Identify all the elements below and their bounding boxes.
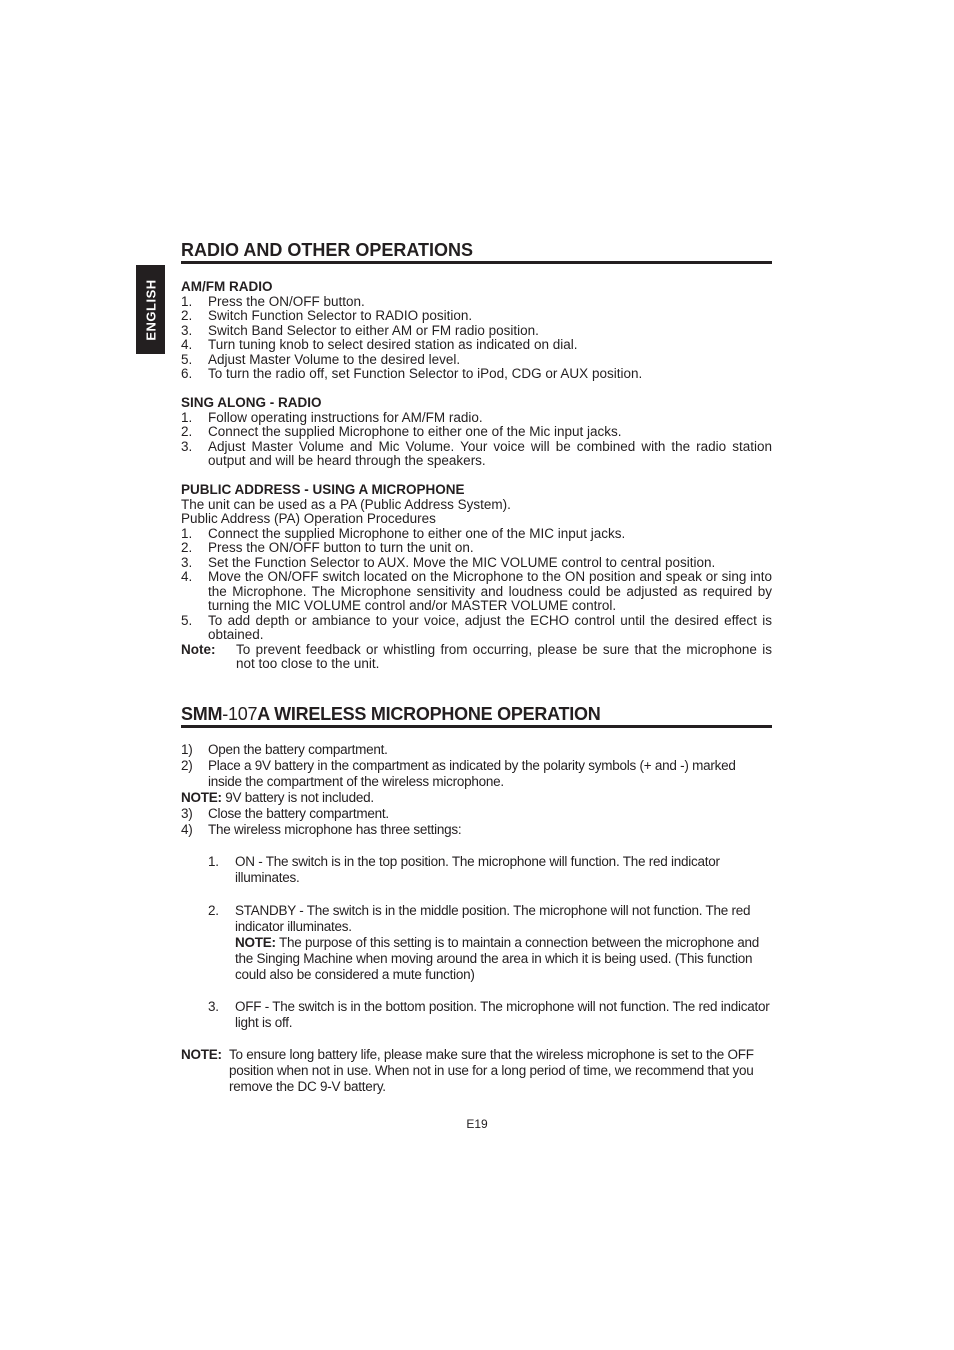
language-tab	[136, 265, 165, 354]
note-text: To prevent feedback or whistling from occurring, please be sure that the microphone is not too close to the unit.	[236, 641, 772, 671]
list-item: 1. Connect the supplied Microphone to either one of the MIC input jacks.	[181, 525, 626, 541]
list-item: 4. Move the ON/OFF switch located on the Microphone to the ON position and speak or sing into the Microphone. The Microphone sensitivity and loudness could be adjusted as required by turning the MIC VOLUME control and/or MASTER VOLUME control.	[181, 569, 772, 613]
list-item: 1. Press the ON/OFF button.	[181, 293, 365, 309]
list-item: 3. Adjust Master Volume and Mic Volume. Your voice will be combined with the radio station output and will be heard through the speakers.	[181, 438, 772, 468]
list-item: 1. Follow operating instructions for AM/FM radio.	[181, 409, 483, 425]
list-item: 2. Press the ON/OFF button to turn the unit on.	[181, 540, 474, 555]
section-title: SMM-107A WIRELESS MICROPHONE OPERATION	[181, 704, 772, 728]
setting-off: 3. OFF - The switch is in the bottom position. The microphone will not function. The red indicator light is off.	[208, 999, 770, 1030]
singalong-heading: SING ALONG - RADIO	[181, 395, 322, 410]
note-label: NOTE:	[181, 1047, 222, 1062]
language-tab-label: ENGLISH	[143, 278, 158, 341]
list-item: 1) Open the battery compartment.	[181, 742, 388, 757]
list-item: 4) The wireless microphone has three settings:	[181, 822, 462, 837]
list-item: 6. To turn the radio off, set Function Selector to iPod, CDG or AUX position.	[181, 366, 643, 381]
battery-life-note	[181, 1047, 772, 1095]
amfm-heading: AM/FM RADIO	[181, 279, 273, 294]
wireless-mic-section	[181, 704, 772, 1095]
pa-procedures-label: Public Address (PA) Operation Procedures	[181, 511, 436, 526]
list-item: 3) Close the battery compartment.	[181, 806, 389, 821]
list-item: 2) Place a 9V battery in the compartment as indicated by the polarity symbols (+ and -) marked inside the compartment of the wireless microphone.	[181, 758, 736, 789]
list-item: 2. Connect the supplied Microphone to either one of the Mic input jacks.	[181, 424, 622, 439]
battery-note: NOTE: 9V battery is not included.	[181, 790, 374, 805]
settings-list	[208, 838, 772, 1031]
list-item: 3. Set the Function Selector to AUX. Move the MIC VOLUME control to central position.	[181, 554, 716, 570]
list-item: 5. Adjust Master Volume to the desired level.	[181, 351, 461, 367]
pa-heading: PUBLIC ADDRESS - USING A MICROPHONE	[181, 482, 465, 497]
list-item: 2. Switch Function Selector to RADIO position.	[181, 308, 473, 323]
section-title: RADIO AND OTHER OPERATIONS	[181, 240, 772, 264]
list-item: 4. Turn tuning knob to select desired station as indicated on dial.	[181, 337, 578, 352]
list-item: 3. Switch Band Selector to either AM or FM radio position.	[181, 322, 539, 338]
setting-on: 1. ON - The switch is in the top position. The microphone will function. The red indicator illuminates.	[208, 854, 720, 885]
list-item: 5. To add depth or ambiance to your voice, adjust the ECHO control until the desired effect is obtained.	[181, 612, 772, 642]
setting-standby: 2. STANDBY - The switch is in the middle position. The microphone will not function. The red indicator illuminates. NOTE: The purpose of this setting is to maintain a connection between the microphone and the Singing Machine when moving around the area in which it is being used. (This function could also be considered a mute function)	[208, 903, 760, 982]
pa-intro: The unit can be used as a PA (Public Address System).	[181, 496, 511, 512]
page-number: E19	[466, 1117, 488, 1131]
radio-operations-section	[181, 240, 772, 672]
pa-note	[181, 643, 772, 672]
note-text: To ensure long battery life, please make sure that the wireless microphone is set to the OFF position when not in use. When not in use for a long period of time, we recommend that you remove the DC 9-V battery.	[229, 1047, 754, 1094]
note-label: Note:	[181, 641, 216, 657]
